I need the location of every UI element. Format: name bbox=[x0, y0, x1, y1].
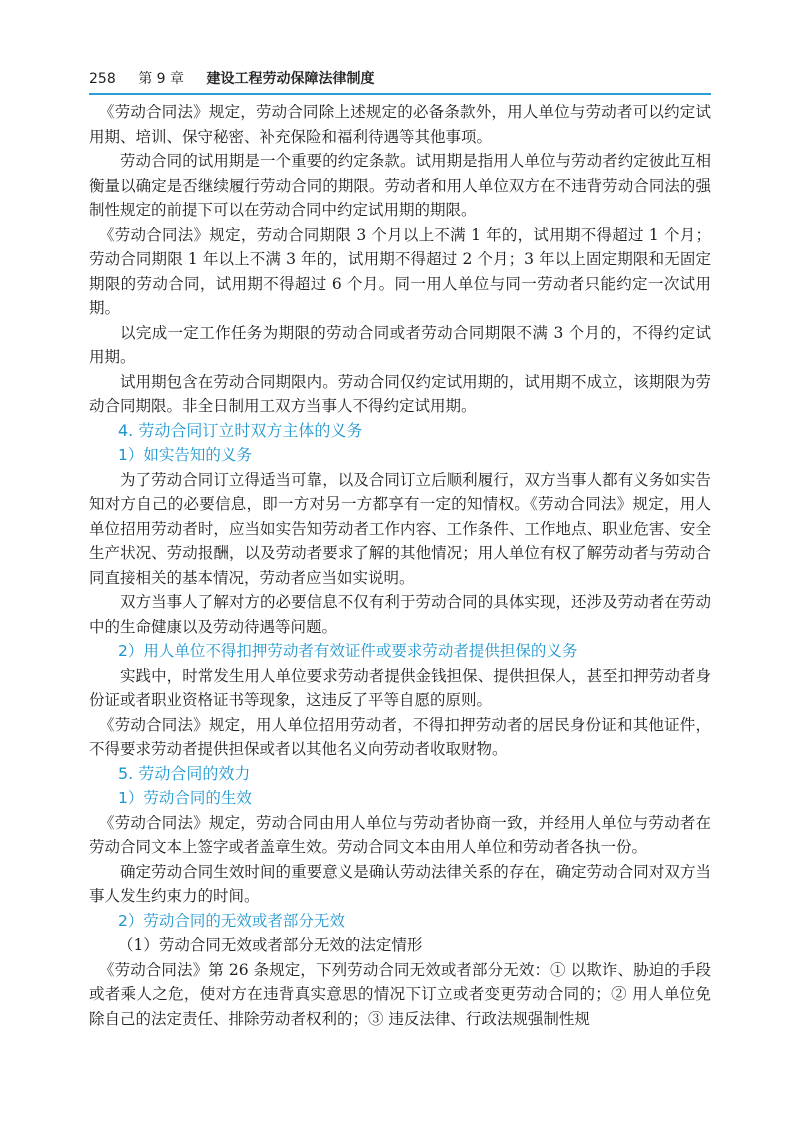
chapter-title: 建设工程劳动保障法律制度 bbox=[206, 71, 375, 87]
paragraph: 劳动合同的试用期是一个重要的约定条款。试用期是指用人单位与劳动者约定彼此互相衡量以确定是否继续履行劳动合同的期限。劳动者和用人单位双方在不违背劳动合同法的强制性规定的前提下可以在劳动合同中约定试用期的期限。 bbox=[89, 152, 711, 219]
paragraph: 双方当事人了解对方的必要信息不仅有利于劳动合同的具体实现，还涉及劳动者在劳动中的生命健康以及劳动待遇等问题。 bbox=[89, 593, 711, 636]
section-heading: 4. 劳动合同订立时双方主体的义务 bbox=[118, 420, 363, 440]
chapter-number: 第 9 章 bbox=[138, 71, 184, 87]
section-heading: 5. 劳动合同的效力 bbox=[118, 763, 251, 783]
page-header bbox=[89, 67, 711, 91]
page-number: 258 bbox=[89, 71, 116, 87]
header-divider bbox=[89, 93, 711, 95]
paragraph: 《劳动合同法》规定，劳动合同期限 3 个月以上不满 1 年的，试用期不得超过 1 个月；劳动合同期限 1 年以上不满 3 年的，试用期不得超过 2 个月；3 年以上固定期限和无固定期限的劳动合同，试用期不得超过 6 个月。同一用人单位与同一劳动者只能约定一次试用期。 bbox=[89, 225, 711, 317]
page-body bbox=[89, 100, 711, 1031]
paragraph: 以完成一定工作任务为期限的劳动合同或者劳动合同期限不满 3 个月的，不得约定试用期。 bbox=[89, 323, 711, 366]
paragraph: 《劳动合同法》规定，用人单位招用劳动者，不得扣押劳动者的居民身份证和其他证件，不得要求劳动者提供担保或者以其他名义向劳动者收取财物。 bbox=[89, 715, 711, 758]
paragraph: 为了劳动合同订立得适当可靠，以及合同订立后顺利履行，双方当事人都有义务如实告知对方自己的必要信息，即一方对另一方都享有一定的知情权。《劳动合同法》规定，用人单位招用劳动者时，应当如实告知劳动者工作内容、工作条件、工作地点、职业危害、安全生产状况、劳动报酬，以及劳动者要求了解的其他情况；用人单位有权了解劳动者与劳动合同直接相关的基本情况，劳动者应当如实说明。 bbox=[89, 470, 711, 587]
subsection-heading: 1）劳动合同的生效 bbox=[118, 789, 252, 807]
paragraph: 实践中，时常发生用人单位要求劳动者提供金钱担保、提供担保人，甚至扣押劳动者身份证或者职业资格证书等现象，这违反了平等自愿的原则。 bbox=[89, 666, 711, 709]
subsection-heading: 2）用人单位不得扣押劳动者有效证件或要求劳动者提供担保的义务 bbox=[118, 642, 578, 660]
subsection-heading: 1）如实告知的义务 bbox=[118, 446, 252, 464]
paragraph: 确定劳动合同生效时间的重要意义是确认劳动法律关系的存在，确定劳动合同对双方当事人发生约束力的时间。 bbox=[89, 862, 711, 905]
paragraph: 《劳动合同法》规定，劳动合同由用人单位与劳动者协商一致，并经用人单位与劳动者在劳动合同文本上签字或者盖章生效。劳动合同文本由用人单位和劳动者各执一份。 bbox=[89, 813, 711, 856]
paragraph: 《劳动合同法》规定，劳动合同除上述规定的必备条款外，用人单位与劳动者可以约定试用期、培训、保守秘密、补充保险和福利待遇等其他事项。 bbox=[89, 103, 711, 146]
clause-heading: （1）劳动合同无效或者部分无效的法定情形 bbox=[118, 936, 423, 954]
subsection-heading: 2）劳动合同的无效或者部分无效 bbox=[118, 911, 345, 930]
paragraph: 《劳动合同法》第 26 条规定，下列劳动合同无效或者部分无效：① 以欺诈、胁迫的手段或者乘人之危，使对方在违背真实意思的情况下订立或者变更劳动合同的；② 用人单位免除自己的法定责任、排除劳动者权利的；③ 违反法律、行政法规强制性规 bbox=[89, 960, 711, 1028]
paragraph: 试用期包含在劳动合同期限内。劳动合同仅约定试用期的，试用期不成立，该期限为劳动合同期限。非全日制用工双方当事人不得约定试用期。 bbox=[89, 372, 711, 415]
